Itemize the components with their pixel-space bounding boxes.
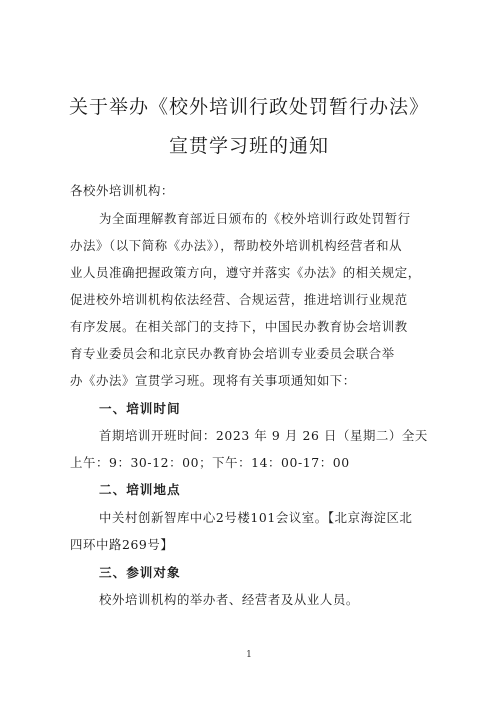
body-line: 有序发展。在相关部门的支持下，中国民办教育协会培训教	[70, 319, 408, 334]
body-line: 业人员准确把握政策方向，遵守并落实《办法》的相关规定，	[70, 265, 421, 280]
section-line: 校外培训机构的举办者、经营者及从业人员。	[99, 592, 359, 607]
section-heading-participants: 三、参训对象	[99, 565, 181, 580]
body-line: 育专业委员会和北京民办教育协会培训专业委员会联合举	[70, 346, 395, 361]
section-line: 上午：9：30-12：00；下午：14：00-17：00	[70, 455, 350, 470]
body-line: 办法》（以下简称《办法》），帮助校外培训机构经营者和从	[70, 238, 403, 253]
section-line: 中关村创新智库中心2号楼101会议室。【北京海淀区北	[99, 510, 413, 525]
body-line: 办《办法》宣贯学习班。现将有关事项通知如下：	[70, 373, 356, 388]
body-line: 为全面理解教育部近日颁布的《校外培训行政处罚暂行	[99, 211, 411, 226]
body-line: 促进校外培训机构依法经营、合规运营，推进培训行业规范	[70, 292, 408, 307]
section-heading-training-time: 一、培训时间	[99, 401, 181, 416]
document-title-line-1: 关于举办《校外培训行政处罚暂行办法》	[68, 96, 429, 118]
salutation: 各校外培训机构：	[70, 183, 174, 198]
page-number: 1	[246, 650, 252, 660]
section-line: 首期培训开班时间：2023 年 9 月 26 日（星期二）全天	[99, 428, 428, 443]
section-heading-training-location: 二、培训地点	[99, 482, 181, 497]
document-title-line-2: 宣贯学习班的通知	[168, 135, 329, 157]
section-line: 四环中路269号】	[70, 537, 174, 552]
